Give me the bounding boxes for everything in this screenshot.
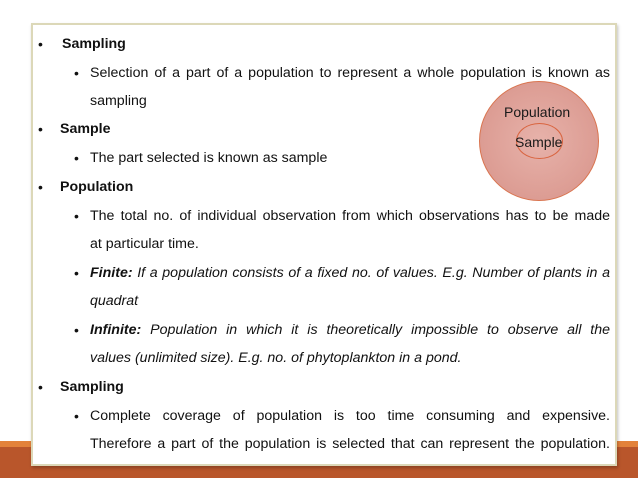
population-definition-line1: The total no. of individual observation from which observations has to be made <box>90 208 610 224</box>
finite-term: Finite: <box>90 265 133 281</box>
population-definition-line2: at particular time. <box>90 236 199 252</box>
sample-label: Sample <box>515 134 563 150</box>
sampling-reason-line2: Therefore a part of the population is selected that can represent the population. <box>90 436 610 452</box>
sampling-definition-line2: sampling <box>90 93 147 109</box>
bullet-icon: • <box>38 36 43 52</box>
bullet-icon: • <box>74 265 79 281</box>
bullet-icon: • <box>74 408 79 424</box>
heading-sampling: Sampling <box>62 36 126 52</box>
bullet-icon: • <box>38 379 43 395</box>
sample-definition: The part selected is known as sample <box>90 150 328 166</box>
heading-sample: Sample <box>60 121 111 137</box>
bullet-icon: • <box>74 150 79 166</box>
heading-sampling-2: Sampling <box>60 379 124 395</box>
bullet-icon: • <box>74 208 79 224</box>
infinite-term: Infinite: <box>90 322 142 338</box>
finite-definition-line1: Finite: If a population consists of a fixed no. of values. E.g. Number of plants in a <box>90 265 610 281</box>
heading-population: Population <box>60 179 134 195</box>
population-label: Population <box>504 104 571 120</box>
sampling-definition-line1: Selection of a part of a population to represent a whole population is known as <box>90 65 610 81</box>
bullet-icon: • <box>74 65 79 81</box>
bullet-icon: • <box>38 121 43 137</box>
bullet-icon: • <box>74 322 79 338</box>
sampling-reason-line1: Complete coverage of population is too time consuming and expensive. <box>90 408 610 424</box>
finite-definition-line2: quadrat <box>90 293 139 309</box>
infinite-definition-line2: values (unlimited size). E.g. no. of phytoplankton in a pond. <box>90 350 462 366</box>
infinite-definition-line1: Infinite: Population in which it is theoretically impossible to observe all the <box>90 322 610 338</box>
bullet-icon: • <box>38 179 43 195</box>
